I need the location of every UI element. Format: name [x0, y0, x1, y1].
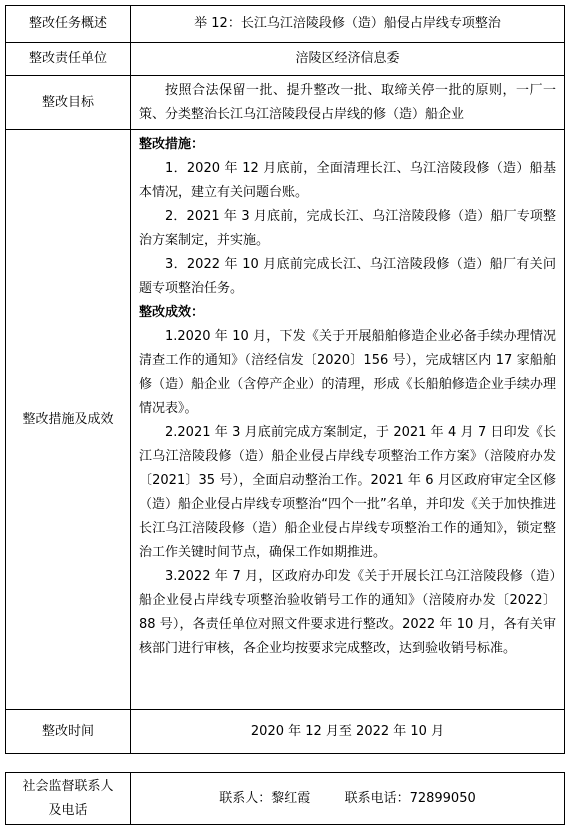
unit-label: 整改责任单位 [6, 43, 131, 76]
measures-title: 整改措施： [139, 137, 205, 152]
measures-label: 整改措施及成效 [6, 130, 131, 710]
time-value: 2020 年 12 月至 2022 年 10 月 [131, 710, 565, 754]
contact-label [6, 773, 131, 825]
row-unit [6, 43, 565, 76]
row-overview [6, 6, 565, 43]
measures-content [131, 130, 565, 710]
row-measures [6, 130, 565, 710]
contact-table [5, 772, 565, 825]
time-label: 整改时间 [6, 710, 131, 754]
measure-item-3: 3．2022 年 10 月底前完成长江、乌江涪陵段修（造）船厂有关问题专项整治任务。 [139, 257, 556, 296]
contact-label-line1: 社会监督联系人 [22, 778, 114, 794]
row-time [6, 710, 565, 754]
rectification-table [5, 5, 565, 754]
goal-text: 按照合法保留一批、提升整改一批、取缔关停一批的原则，一厂一策、分类整治长江乌江涪陵段侵占岸线的修（造）船企业 [139, 82, 556, 122]
contact-phone: 联系电话：72899050 [344, 790, 476, 806]
overview-label: 整改任务概述 [6, 6, 131, 43]
results-title: 整改成效： [139, 305, 205, 320]
goal-label: 整改目标 [6, 76, 131, 130]
row-goal [6, 76, 565, 130]
contact-person: 联系人：黎红霞 [219, 790, 311, 806]
contact-value [131, 773, 565, 825]
result-item-3: 3.2022 年 7 月，区政府办印发《关于开展长江乌江涪陵段修（造）船企业侵占岸线专项整治验收销号工作的通知》（涪陵府办发〔2022〕88 号），各责任单位对照文件要求进行整改。2022 年 10 月，各有关审核部门进行审核，各企业均按要求完成整改，达到验收销号标准。 [139, 569, 556, 656]
contact-label-line2: 及电话 [48, 802, 88, 818]
measure-item-1: 1．2020 年 12 月底前，全面清理长江、乌江涪陵段修（造）船基本情况，建立有关问题台账。 [139, 161, 556, 200]
row-contact [6, 773, 565, 825]
unit-value: 涪陵区经济信息委 [131, 43, 565, 76]
overview-value: 举 12：长江乌江涪陵段修（造）船侵占岸线专项整治 [131, 6, 565, 43]
measure-item-2: 2．2021 年 3 月底前，完成长江、乌江涪陵段修（造）船厂专项整治方案制定，并实施。 [139, 209, 556, 248]
result-item-2: 2.2021 年 3 月底前完成方案制定，于 2021 年 4 月 7 日印发《长江乌江涪陵段修（造）船企业侵占岸线专项整治工作方案》（涪陵府办发〔2021〕35 号），全面启动整治工作。2021 年 6 月区政府审定全区修（造）船企业侵占岸线专项整治“四个一批”名单，并印发《关于加快推进长江乌江涪陵段修（造）船企业侵占岸线专项整治工作的通知》，锁定整治工作关键时间节点，确保工作如期推进。 [139, 425, 556, 560]
goal-value [131, 76, 565, 130]
result-item-1: 1.2020 年 10 月，下发《关于开展船舶修造企业必备手续办理情况清查工作的通知》（涪经信发〔2020〕156 号），完成辖区内 17 家船舶修（造）船企业（含停产企业）的清理，形成《长船舶修造企业手续办理情况表》。 [139, 329, 556, 416]
